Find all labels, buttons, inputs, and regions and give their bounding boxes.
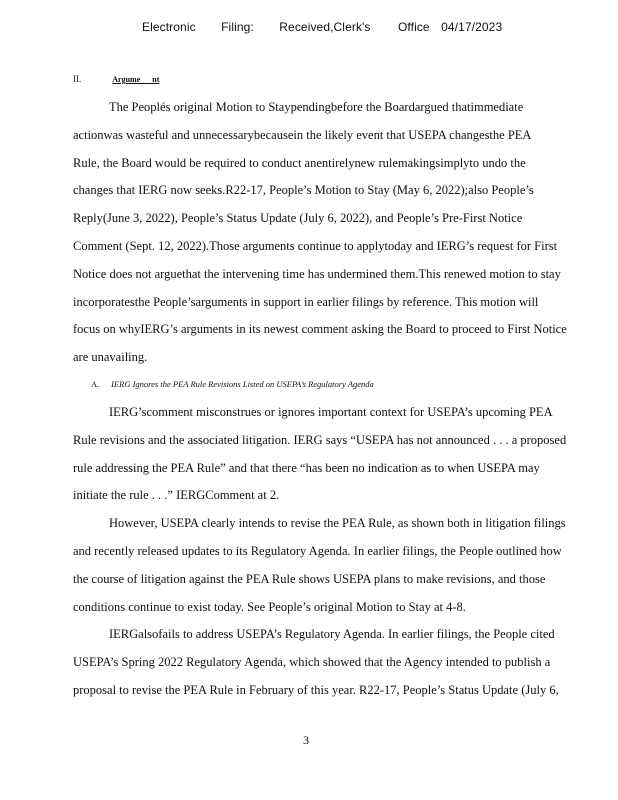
paragraph-4-line: proposal to revise the PEA Rule in February of this year. R22-17, People’s Status Update (July 6, <box>73 682 559 697</box>
paragraph-1-line: are unavailing. <box>73 350 148 365</box>
paragraph-2 <box>73 399 608 705</box>
header-date: 04/17/2023 <box>441 20 503 34</box>
paragraph-1-line: incorporatesthe People’sarguments in support in earlier filings by reference. This motion will <box>73 294 539 309</box>
paragraph-1-line: actionwas wasteful and unnecessarybecausein the likely event that USEPA changesthe PEA <box>73 127 532 142</box>
section-number: II. <box>73 74 82 84</box>
paragraph-2-line: initiate the rule . . .” IERGComment at 2. <box>73 488 280 503</box>
paragraph-2-line: IERG’scomment misconstrues or ignores important context for USEPA’s upcoming PEA <box>109 405 553 419</box>
paragraph-3-line: However, USEPA clearly intends to revise the PEA Rule, as shown both in litigation filings <box>109 516 566 531</box>
paragraph-1-line: The Peoplés original Motion to Staypendingbefore the Boardargued thatimmediate <box>109 100 524 114</box>
paragraph-4-line: USEPA’s Spring 2022 Regulatory Agenda, which showed that the Agency intended to publish a <box>73 655 551 670</box>
paragraph-1-line: changes that IERG now seeks.R22-17, People’s Motion to Stay (May 6, 2022);also People’s <box>73 183 534 198</box>
electronic-filing-header <box>142 20 524 34</box>
paragraph-1 <box>73 94 608 372</box>
subsection-title: IERG Ignores the PEA Rule Revisions Listed on USEPA’s Regulatory Agenda <box>111 379 374 389</box>
header-filing: Filing: <box>221 20 254 34</box>
subsection-letter: A. <box>91 379 100 389</box>
paragraph-1-line: Rule, the Board would be required to conduct anentirelynew rulemakingsimplyto undo the <box>73 155 526 170</box>
paragraph-1-line: Notice does not arguethat the intervening time has undermined them.This renewed motion to stay <box>73 266 561 281</box>
paragraph-3-line: conditions continue to exist today. See People’s original Motion to Stay at 4-8. <box>73 599 466 614</box>
paragraph-2-line: rule addressing the PEA Rule” and that there “has been no indication as to when USEPA may <box>73 460 540 475</box>
paragraph-3-line: the course of litigation against the PEA Rule shows USEPA plans to make revisions, and those <box>73 571 546 586</box>
paragraph-4-line: IERGalsofails to address USEPA’s Regulatory Agenda. In earlier filings, the People cited <box>109 627 555 642</box>
section-title: Argume nt <box>112 75 160 84</box>
paragraph-1-line: Comment (Sept. 12, 2022).Those arguments continue to applytoday and IERG’s request for First <box>73 238 558 253</box>
subsection-heading <box>91 379 374 389</box>
paragraph-1-line: focus on whyIERG’s arguments in its newest comment asking the Board to proceed to First Notice <box>73 322 567 337</box>
paragraph-2-line: Rule revisions and the associated litigation. IERG says “USEPA has not announced . . . a proposed <box>73 432 567 447</box>
paragraph-3-line: and recently released updates to its Regulatory Agenda. In earlier filings, the People outlined how <box>73 543 562 558</box>
header-office: Office <box>397 20 430 34</box>
header-received: Received,Clerk's <box>279 20 371 34</box>
section-heading <box>73 74 159 84</box>
header-electronic: Electronic <box>142 20 196 34</box>
page-number: 3 <box>303 733 309 747</box>
paragraph-1-line: Reply(June 3, 2022), People’s Status Update (July 6, 2022), and People’s Pre-First Notice <box>73 211 523 226</box>
